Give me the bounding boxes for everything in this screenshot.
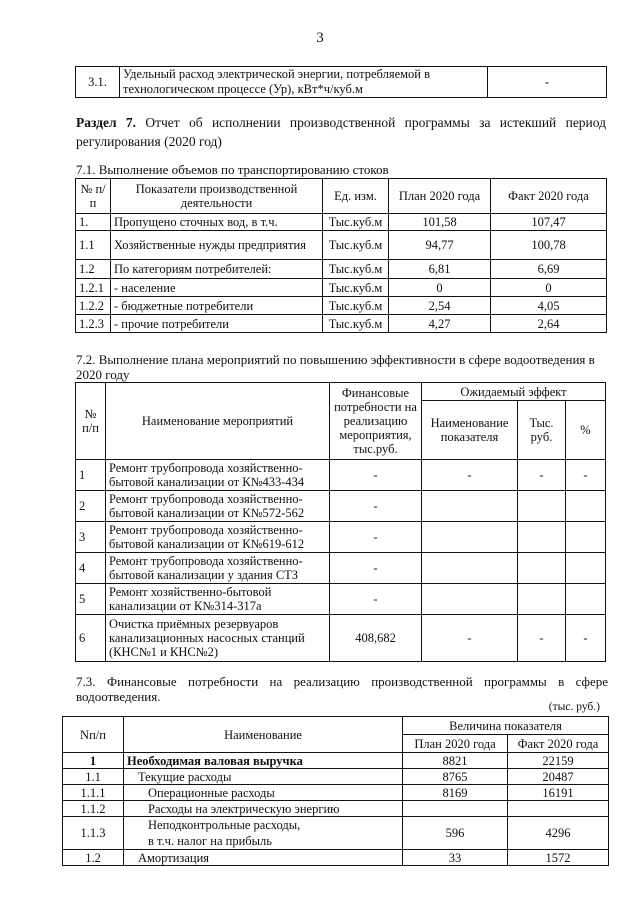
- table-row: [63, 769, 609, 785]
- t72-thousand-rub: -: [518, 615, 566, 662]
- row31-text-line2: технологическом процессе (Ур), кВт*ч/куб.м: [123, 82, 363, 96]
- t73-plan: 33: [403, 850, 508, 866]
- t73-plan: 8169: [403, 785, 508, 801]
- section7-label: Раздел 7.: [76, 115, 137, 130]
- t71-num: 1.2.3: [76, 315, 111, 333]
- t71-plan: 4,27: [389, 315, 491, 333]
- t73-num: 1.2: [63, 850, 124, 866]
- t71-name: - прочие потребители: [111, 315, 323, 333]
- t72-percent: -: [566, 615, 606, 662]
- t73-fact: 4296: [508, 817, 609, 850]
- t72-thousand-rub: [518, 491, 566, 522]
- t72-name: Ремонт трубопровода хозяйственно-бытовой канализации от К№433-434: [106, 460, 330, 491]
- t71-num: 1.2: [76, 260, 111, 279]
- t72-thousand-rub: [518, 553, 566, 584]
- t72-indicator: -: [422, 460, 518, 491]
- t72-num: 6: [76, 615, 106, 662]
- row31-text-line1: Удельный расход электрической энергии, потребляемой в: [123, 67, 431, 81]
- t71-fact: 2,64: [491, 315, 607, 333]
- t71-name: - население: [111, 279, 323, 297]
- t73-head-fact: Факт 2020 года: [508, 735, 609, 753]
- t71-num: 1.: [76, 214, 111, 231]
- t73-plan: 8821: [403, 753, 508, 769]
- t72-finance: -: [330, 522, 422, 553]
- t72-percent: [566, 522, 606, 553]
- t72-head-name: Наименование мероприятий: [106, 383, 330, 460]
- t73-fact: [508, 801, 609, 817]
- t71-fact: 0: [491, 279, 607, 297]
- t71-unit: Тыс.куб.м: [323, 297, 389, 315]
- t73-name: Неподконтрольные расходы,: [148, 818, 301, 832]
- row31-text: [120, 67, 488, 98]
- t72-head-finance: Финансовые потребности на реализацию мероприятия, тыс.руб.: [330, 383, 422, 460]
- table-row: [63, 817, 609, 850]
- table-row: [76, 553, 606, 584]
- t72-percent: [566, 553, 606, 584]
- row31-value: -: [488, 67, 607, 98]
- t71-fact: 107,47: [491, 214, 607, 231]
- t73-fact: 16191: [508, 785, 609, 801]
- t71-head-plan: План 2020 года: [389, 179, 491, 214]
- t72-finance: 408,682: [330, 615, 422, 662]
- t71-name: По категориям потребителей:: [111, 260, 323, 279]
- t72-head-indicator: Наименование показателя: [422, 401, 518, 460]
- t73-name: Операционные расходы: [124, 785, 403, 801]
- t71-fact: 100,78: [491, 231, 607, 260]
- t72-thousand-rub: -: [518, 460, 566, 491]
- t72-thousand-rub: [518, 522, 566, 553]
- t71-num: 1.2.1: [76, 279, 111, 297]
- table-row: [76, 584, 606, 615]
- table-row: [76, 615, 606, 662]
- t73-name: Необходимая валовая выручка: [124, 753, 403, 769]
- table-row: [76, 260, 607, 279]
- t73-name: Текущие расходы: [124, 769, 403, 785]
- t72-num: 2: [76, 491, 106, 522]
- t73-name-line2: в т.ч. налог на прибыль: [148, 834, 272, 848]
- t72-finance: -: [330, 553, 422, 584]
- t72-indicator: [422, 584, 518, 615]
- t72-name: Ремонт трубопровода хозяйственно-бытовой канализации от К№619-612: [106, 522, 330, 553]
- table-row: [76, 214, 607, 231]
- t72-name: Ремонт трубопровода хозяйственно-бытовой канализации от К№572-562: [106, 491, 330, 522]
- t73-table: [62, 716, 609, 866]
- t71-title: 7.1. Выполнение объемов по транспортированию стоков: [76, 162, 389, 177]
- t71-plan: 2,54: [389, 297, 491, 315]
- t73-plan: [403, 801, 508, 817]
- t73-name: Амортизация: [124, 850, 403, 866]
- table-row: [76, 231, 607, 260]
- table-row: [63, 801, 609, 817]
- t73-num: 1.1.3: [63, 817, 124, 850]
- t72-title: 7.2. Выполнение плана мероприятий по повышению эффективности в сфере водоотведения в 2020 году: [76, 352, 595, 382]
- t71-plan: 0: [389, 279, 491, 297]
- t71-head-unit: Ед. изм.: [323, 179, 389, 214]
- t71-name: - бюджетные потребители: [111, 297, 323, 315]
- table-row: [76, 460, 606, 491]
- t72-indicator: -: [422, 615, 518, 662]
- t72-name: Ремонт трубопровода хозяйственно-бытовой канализации у здания СТЗ: [106, 553, 330, 584]
- row31-num: 3.1.: [76, 67, 120, 98]
- t72-percent: [566, 491, 606, 522]
- table-row: [76, 279, 607, 297]
- t71-head-name: Показатели производственной деятельности: [111, 179, 323, 214]
- t72-finance: -: [330, 460, 422, 491]
- t71-plan: 6,81: [389, 260, 491, 279]
- t71-fact: 6,69: [491, 260, 607, 279]
- t72-finance: -: [330, 491, 422, 522]
- t73-fact: 1572: [508, 850, 609, 866]
- t73-num: 1.1: [63, 769, 124, 785]
- t71-num: 1.2.2: [76, 297, 111, 315]
- t72-num: 1: [76, 460, 106, 491]
- table-row: [63, 850, 609, 866]
- t72-percent: -: [566, 460, 606, 491]
- t73-head-num: Nп/п: [63, 717, 124, 753]
- t71-name: Хозяйственные нужды предприятия: [111, 231, 323, 260]
- t72-head-thousand-rub: Тыс. руб.: [518, 401, 566, 460]
- t72-thousand-rub: [518, 584, 566, 615]
- t73-head-name: Наименование: [124, 717, 403, 753]
- t73-name: Расходы на электрическую энергию: [124, 801, 403, 817]
- t73-title: 7.3. Финансовые потребности на реализацию производственной программы в сфере водоотведения.: [76, 674, 608, 704]
- t72-name: Ремонт хозяйственно-бытовой канализации от К№314-317а: [106, 584, 330, 615]
- t71-num: 1.1: [76, 231, 111, 260]
- table-row: [76, 522, 606, 553]
- t71-plan: 101,58: [389, 214, 491, 231]
- table-row: [63, 785, 609, 801]
- t73-unit-note: (тыс. руб.): [548, 701, 600, 713]
- t71-unit: Тыс.куб.м: [323, 214, 389, 231]
- page-number: 3: [316, 30, 324, 46]
- t71-table: [75, 178, 607, 333]
- table-row: [76, 297, 607, 315]
- t73-head-value: Величина показателя: [403, 717, 609, 735]
- t73-name-cell: [124, 817, 403, 850]
- t72-table: [75, 382, 606, 662]
- t72-percent: [566, 584, 606, 615]
- t73-fact: 22159: [508, 753, 609, 769]
- t72-indicator: [422, 491, 518, 522]
- t71-name: Пропущено сточных вод, в т.ч.: [111, 214, 323, 231]
- t73-num: 1.1.2: [63, 801, 124, 817]
- t73-plan: 8765: [403, 769, 508, 785]
- t72-indicator: [422, 522, 518, 553]
- t71-head-fact: Факт 2020 года: [491, 179, 607, 214]
- section7-text: Отчет об исполнении производственной программы за истекший период регулирования (2020 год): [76, 115, 607, 149]
- t72-num: 3: [76, 522, 106, 553]
- t71-fact: 4,05: [491, 297, 607, 315]
- t71-unit: Тыс.куб.м: [323, 260, 389, 279]
- t71-unit: Тыс.куб.м: [323, 279, 389, 297]
- t71-head-num: № п/п: [76, 179, 111, 214]
- t72-num: 5: [76, 584, 106, 615]
- table-row-31: [75, 66, 607, 98]
- t72-head-num: № п/п: [76, 383, 106, 460]
- t72-finance: -: [330, 584, 422, 615]
- t72-indicator: [422, 553, 518, 584]
- table-row: [76, 491, 606, 522]
- t72-num: 4: [76, 553, 106, 584]
- t73-fact: 20487: [508, 769, 609, 785]
- t73-plan: 596: [403, 817, 508, 850]
- t73-head-plan: План 2020 года: [403, 735, 508, 753]
- table-row: [76, 315, 607, 333]
- t71-unit: Тыс.куб.м: [323, 231, 389, 260]
- t71-plan: 94,77: [389, 231, 491, 260]
- t72-name: Очистка приёмных резервуаров канализационных насосных станций (КНС№1 и КНС№2): [106, 615, 330, 662]
- t72-head-percent: %: [566, 401, 606, 460]
- t73-num: 1.1.1: [63, 785, 124, 801]
- table-row: [63, 753, 609, 769]
- t71-unit: Тыс.куб.м: [323, 315, 389, 333]
- t73-num: 1: [63, 753, 124, 769]
- section7-heading: [76, 113, 606, 151]
- t72-head-effect: Ожидаемый эффект: [422, 383, 606, 401]
